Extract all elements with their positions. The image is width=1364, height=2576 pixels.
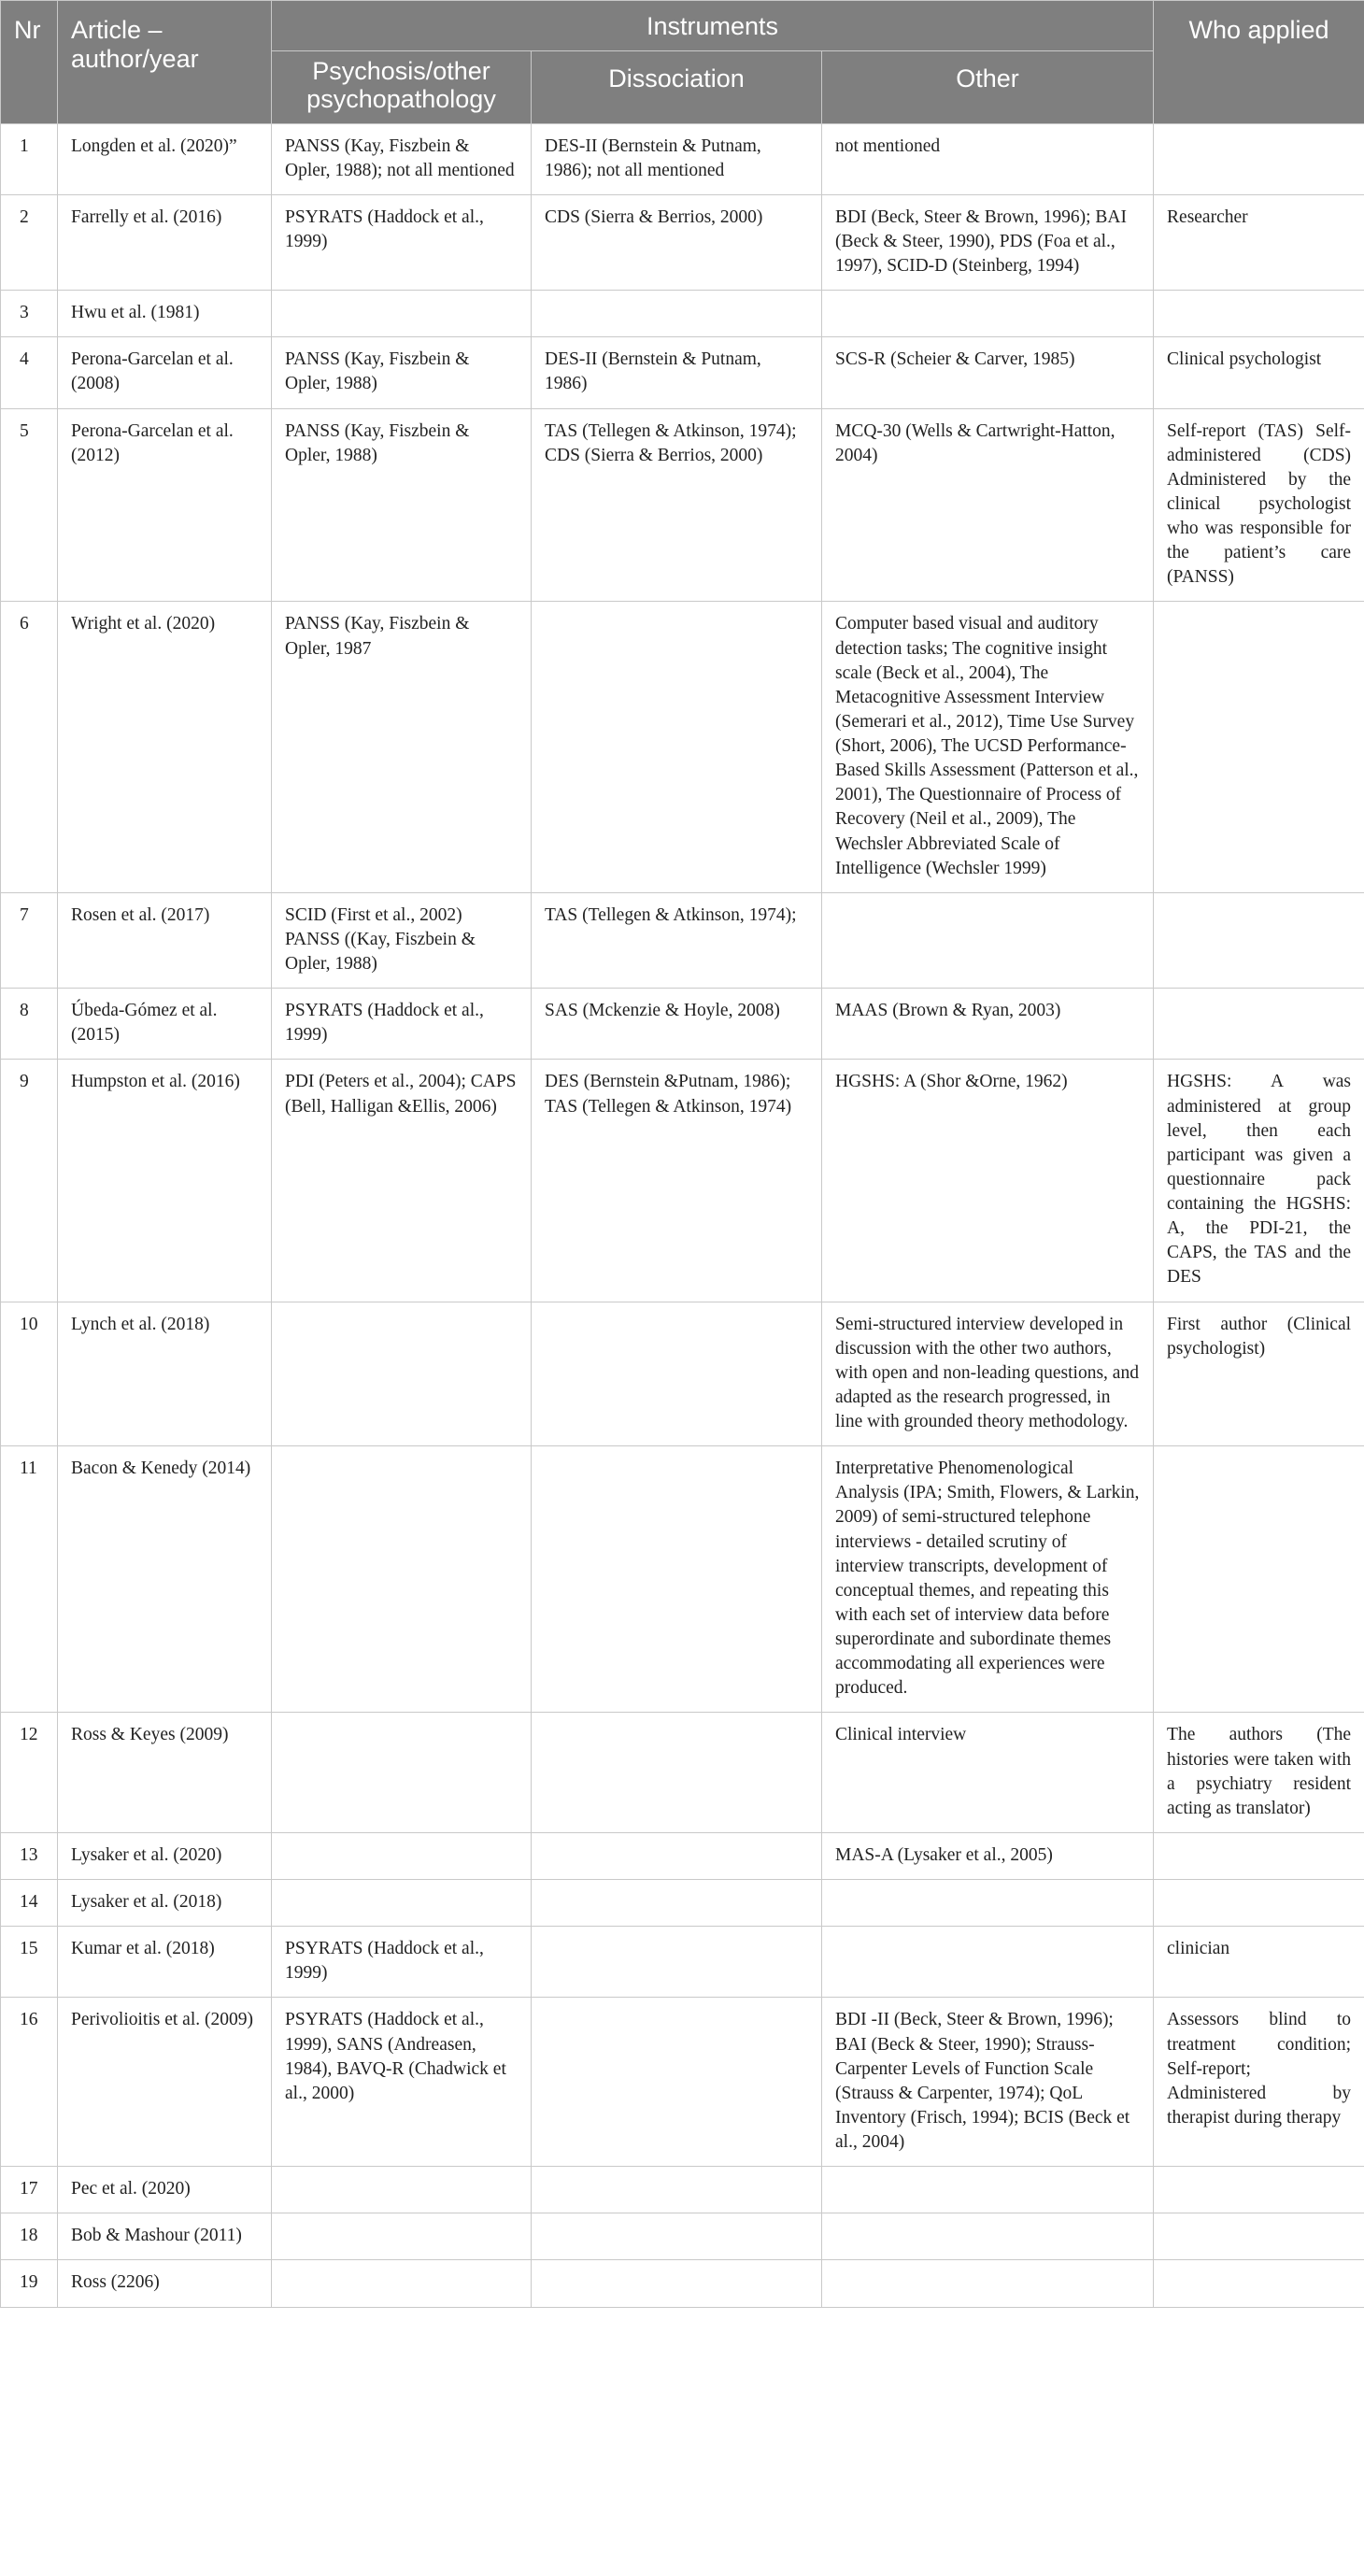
cell-dissociation: TAS (Tellegen & Atkinson, 1974); CDS (Sierra & Berrios, 2000) [532, 408, 822, 602]
table-row [1, 2260, 1364, 2307]
header-psychosis: Psychosis/other psychopathology [272, 50, 532, 123]
cell-dissociation [532, 1832, 822, 1879]
cell-psychosis [272, 1446, 532, 1713]
header-other: Other [822, 50, 1154, 123]
cell-dissociation: DES-II (Bernstein & Putnam, 1986); not all mentioned [532, 123, 822, 194]
cell-nr: 18 [1, 2213, 58, 2260]
header-who-applied: Who applied [1154, 1, 1364, 124]
cell-nr: 7 [1, 892, 58, 988]
table-row [1, 1998, 1364, 2167]
cell-dissociation [532, 1446, 822, 1713]
cell-other: Semi-structured interview developed in discussion with the other two authors, with open and non-leading questions, and adapted as the research progressed, in line with grounded theory methodology. [822, 1302, 1154, 1446]
cell-who-applied [1154, 2260, 1364, 2307]
cell-psychosis: SCID (First et al., 2002) PANSS ((Kay, Fiszbein & Opler, 1988) [272, 892, 532, 988]
cell-nr: 3 [1, 291, 58, 337]
cell-dissociation [532, 602, 822, 892]
cell-psychosis [272, 2167, 532, 2213]
cell-nr: 19 [1, 2260, 58, 2307]
cell-article: Perona-Garcelan et al. (2008) [58, 337, 272, 408]
cell-dissociation [532, 291, 822, 337]
cell-article: Rosen et al. (2017) [58, 892, 272, 988]
cell-article: Humpston et al. (2016) [58, 1060, 272, 1302]
cell-nr: 9 [1, 1060, 58, 1302]
cell-who-applied [1154, 1446, 1364, 1713]
cell-article: Bob & Mashour (2011) [58, 2213, 272, 2260]
cell-other [822, 2167, 1154, 2213]
cell-dissociation: CDS (Sierra & Berrios, 2000) [532, 194, 822, 290]
cell-who-applied: The authors (The histories were taken with a psychiatry resident acting as translator) [1154, 1713, 1364, 1833]
cell-dissociation [532, 1998, 822, 2167]
cell-who-applied [1154, 892, 1364, 988]
table-row [1, 337, 1364, 408]
cell-psychosis: PANSS (Kay, Fiszbein & Opler, 1988) [272, 337, 532, 408]
cell-article: Lysaker et al. (2018) [58, 1880, 272, 1927]
cell-nr: 6 [1, 602, 58, 892]
table-row [1, 194, 1364, 290]
cell-article: Úbeda-Gómez et al. (2015) [58, 989, 272, 1060]
cell-psychosis: PSYRATS (Haddock et al., 1999) [272, 194, 532, 290]
cell-dissociation: DES-II (Bernstein & Putnam, 1986) [532, 337, 822, 408]
cell-who-applied [1154, 1832, 1364, 1879]
header-dissociation: Dissociation [532, 50, 822, 123]
cell-who-applied [1154, 291, 1364, 337]
cell-other: HGSHS: A (Shor &Orne, 1962) [822, 1060, 1154, 1302]
cell-article: Ross (2206) [58, 2260, 272, 2307]
table-row [1, 123, 1364, 194]
cell-psychosis: PSYRATS (Haddock et al., 1999) [272, 989, 532, 1060]
cell-dissociation [532, 2260, 822, 2307]
cell-psychosis [272, 291, 532, 337]
cell-nr: 1 [1, 123, 58, 194]
cell-article: Lysaker et al. (2020) [58, 1832, 272, 1879]
table-row [1, 1927, 1364, 1998]
cell-article: Perivolioitis et al. (2009) [58, 1998, 272, 2167]
cell-nr: 13 [1, 1832, 58, 1879]
cell-dissociation [532, 2167, 822, 2213]
cell-other [822, 2213, 1154, 2260]
cell-psychosis [272, 1832, 532, 1879]
cell-other: MAS-A (Lysaker et al., 2005) [822, 1832, 1154, 1879]
table-row [1, 602, 1364, 892]
cell-article: Pec et al. (2020) [58, 2167, 272, 2213]
cell-who-applied [1154, 123, 1364, 194]
cell-nr: 5 [1, 408, 58, 602]
table-body [1, 123, 1364, 2307]
cell-psychosis [272, 1713, 532, 1833]
cell-who-applied: Clinical psychologist [1154, 337, 1364, 408]
cell-other: Computer based visual and auditory detection tasks; The cognitive insight scale (Beck et al., 2004), The Metacognitive Assessment Interview (Semerari et al., 2012), Time Use Survey (Short, 2006), The UCSD Performance-Based Skills Assessment (Patterson et al., 2001), The Questionnaire of Process of Recovery (Neil et al., 2009), The Wechsler Abbreviated Scale of Intelligence (Wechsler 1999) [822, 602, 1154, 892]
header-article: Article – author/year [58, 1, 272, 124]
table-row [1, 989, 1364, 1060]
table-row [1, 291, 1364, 337]
cell-who-applied: First author (Clinical psychologist) [1154, 1302, 1364, 1446]
header-nr: Nr [1, 1, 58, 124]
header-instruments: Instruments [272, 1, 1154, 51]
cell-dissociation [532, 1713, 822, 1833]
cell-article: Perona-Garcelan et al. (2012) [58, 408, 272, 602]
cell-who-applied [1154, 2167, 1364, 2213]
cell-who-applied: HGSHS: A was administered at group level, then each participant was given a questionnaire pack containing the HGSHS: A, the PDI-21, the CAPS, the TAS and the DES [1154, 1060, 1364, 1302]
cell-nr: 12 [1, 1713, 58, 1833]
table-row [1, 2213, 1364, 2260]
cell-nr: 11 [1, 1446, 58, 1713]
table-row [1, 1060, 1364, 1302]
cell-article: Wright et al. (2020) [58, 602, 272, 892]
table-row [1, 1880, 1364, 1927]
cell-other: MAAS (Brown & Ryan, 2003) [822, 989, 1154, 1060]
cell-other [822, 291, 1154, 337]
cell-psychosis [272, 2260, 532, 2307]
cell-article: Kumar et al. (2018) [58, 1927, 272, 1998]
cell-dissociation: TAS (Tellegen & Atkinson, 1974); [532, 892, 822, 988]
cell-who-applied: clinician [1154, 1927, 1364, 1998]
table-row [1, 2167, 1364, 2213]
cell-other: MCQ-30 (Wells & Cartwright-Hatton, 2004) [822, 408, 1154, 602]
cell-other [822, 1880, 1154, 1927]
table-row [1, 408, 1364, 602]
cell-nr: 2 [1, 194, 58, 290]
cell-who-applied: Researcher [1154, 194, 1364, 290]
cell-article: Longden et al. (2020)” [58, 123, 272, 194]
table-row [1, 892, 1364, 988]
cell-other [822, 892, 1154, 988]
table-row [1, 1302, 1364, 1446]
cell-nr: 4 [1, 337, 58, 408]
cell-dissociation [532, 1927, 822, 1998]
cell-who-applied [1154, 2213, 1364, 2260]
cell-who-applied: Assessors blind to treatment condition; Self-report; Administered by therapist during therapy [1154, 1998, 1364, 2167]
cell-other: not mentioned [822, 123, 1154, 194]
cell-article: Hwu et al. (1981) [58, 291, 272, 337]
cell-other: BDI -II (Beck, Steer & Brown, 1996); BAI (Beck & Steer, 1990); Strauss-Carpenter Levels of Function Scale (Strauss & Carpenter, 1974); QoL Inventory (Frisch, 1994); BCIS (Beck et al., 2004) [822, 1998, 1154, 2167]
cell-nr: 10 [1, 1302, 58, 1446]
cell-other [822, 1927, 1154, 1998]
cell-nr: 15 [1, 1927, 58, 1998]
cell-article: Farrelly et al. (2016) [58, 194, 272, 290]
table-row [1, 1713, 1364, 1833]
cell-who-applied: Self-report (TAS) Self-administered (CDS) Administered by the clinical psychologist who was responsible for the patient’s care (PANSS) [1154, 408, 1364, 602]
table-header [1, 1, 1364, 124]
cell-other: Interpretative Phenomenological Analysis (IPA; Smith, Flowers, & Larkin, 2009) of semi-structured telephone interviews - detailed scrutiny of interview transcripts, development of conceptual themes, and repeating this with each set of interview data before superordinate and subordinate themes accommodating all experiences were produced. [822, 1446, 1154, 1713]
cell-dissociation [532, 1302, 822, 1446]
cell-article: Ross & Keyes (2009) [58, 1713, 272, 1833]
cell-nr: 16 [1, 1998, 58, 2167]
cell-article: Lynch et al. (2018) [58, 1302, 272, 1446]
cell-other [822, 2260, 1154, 2307]
cell-dissociation: SAS (Mckenzie & Hoyle, 2008) [532, 989, 822, 1060]
cell-other: Clinical interview [822, 1713, 1154, 1833]
cell-other: BDI (Beck, Steer & Brown, 1996); BAI (Beck & Steer, 1990), PDS (Foa et al., 1997), SCID-D (Steinberg, 1994) [822, 194, 1154, 290]
cell-psychosis: PSYRATS (Haddock et al., 1999) [272, 1927, 532, 1998]
cell-other: SCS-R (Scheier & Carver, 1985) [822, 337, 1154, 408]
cell-psychosis: PANSS (Kay, Fiszbein & Opler, 1988) [272, 408, 532, 602]
cell-psychosis: PANSS (Kay, Fiszbein & Opler, 1987 [272, 602, 532, 892]
cell-psychosis [272, 1880, 532, 1927]
cell-who-applied [1154, 1880, 1364, 1927]
cell-who-applied [1154, 989, 1364, 1060]
cell-dissociation [532, 1880, 822, 1927]
cell-psychosis [272, 1302, 532, 1446]
cell-who-applied [1154, 602, 1364, 892]
cell-psychosis: PANSS (Kay, Fiszbein & Opler, 1988); not all mentioned [272, 123, 532, 194]
cell-nr: 14 [1, 1880, 58, 1927]
cell-article: Bacon & Kenedy (2014) [58, 1446, 272, 1713]
cell-psychosis: PDI (Peters et al., 2004); CAPS (Bell, Halligan &Ellis, 2006) [272, 1060, 532, 1302]
cell-dissociation [532, 2213, 822, 2260]
table-row [1, 1832, 1364, 1879]
cell-psychosis: PSYRATS (Haddock et al., 1999), SANS (Andreasen, 1984), BAVQ-R (Chadwick et al., 2000) [272, 1998, 532, 2167]
cell-nr: 17 [1, 2167, 58, 2213]
table-row [1, 1446, 1364, 1713]
cell-psychosis [272, 2213, 532, 2260]
cell-dissociation: DES (Bernstein &Putnam, 1986); TAS (Tellegen & Atkinson, 1974) [532, 1060, 822, 1302]
cell-nr: 8 [1, 989, 58, 1060]
